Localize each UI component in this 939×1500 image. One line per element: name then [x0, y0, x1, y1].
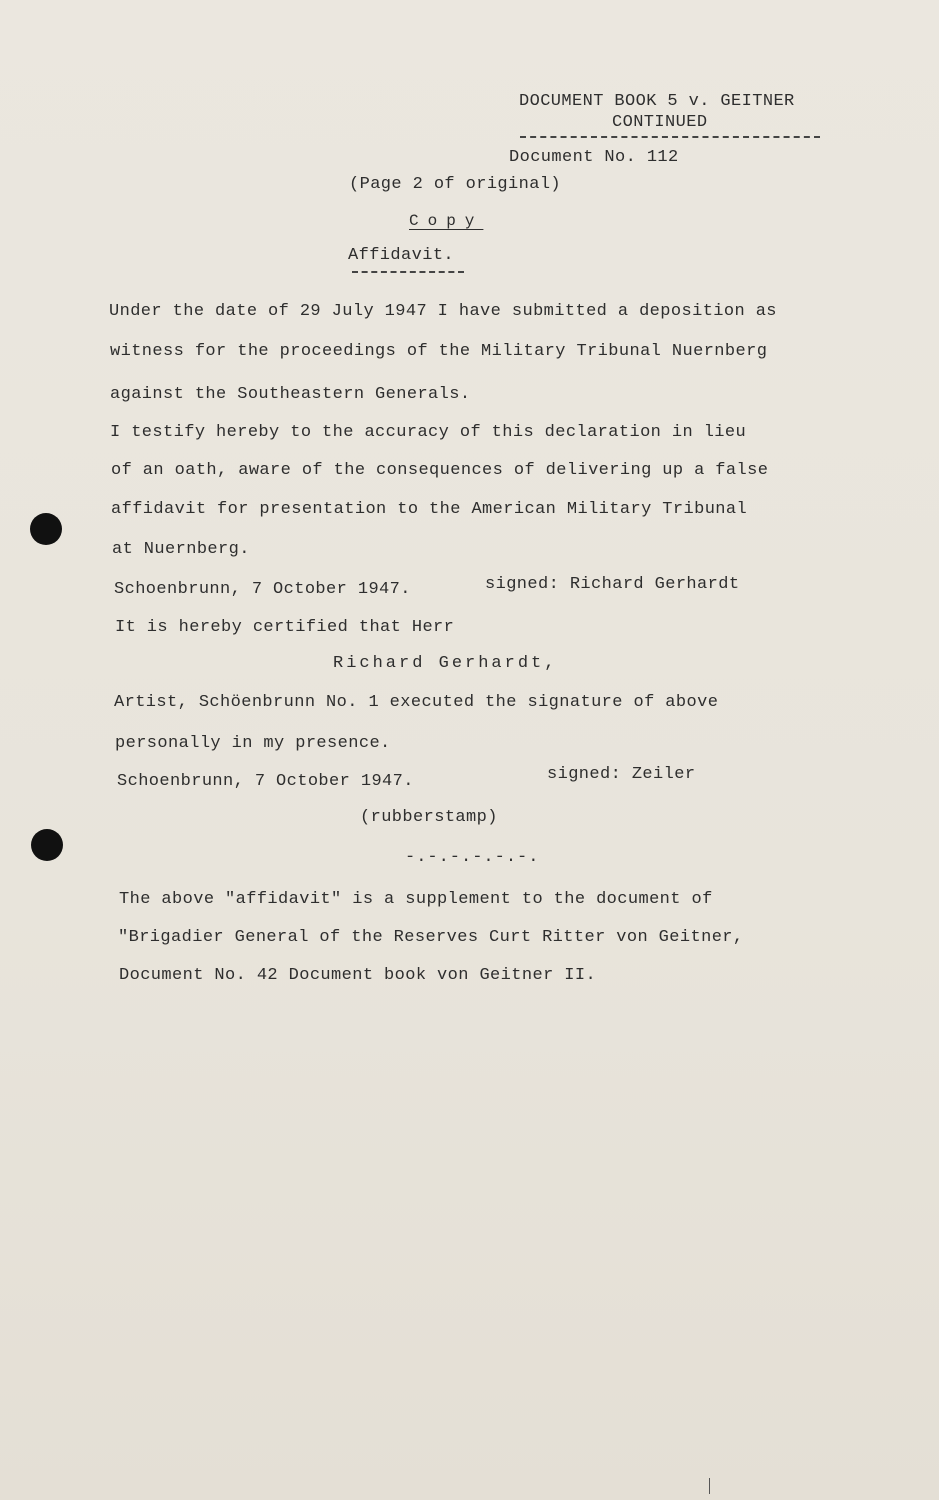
note-line2: "Brigadier General of the Reserves Curt Ritter von Geitner, [118, 928, 744, 947]
certification-line: It is hereby certified that Herr [115, 618, 455, 637]
certification-body-line2: personally in my presence. [115, 734, 391, 753]
punch-hole-bottom [31, 829, 63, 861]
affidavit-rule [352, 271, 464, 273]
affidavit-heading: Affidavit. [348, 246, 455, 265]
signature-2: signed: Zeiler [547, 765, 696, 784]
certification-body-line1: Artist, Schöenbrunn No. 1 executed the signature of above [114, 693, 719, 712]
note-line3: Document No. 42 Document book von Geitner II. [119, 966, 597, 985]
document-number: Document No. 112 [509, 148, 679, 167]
note-line1: The above "affidavit" is a supplement to the document of [119, 890, 713, 909]
header-rule [520, 136, 820, 138]
rubberstamp-note: (rubberstamp) [360, 808, 498, 827]
place-date-2: Schoenbrunn, 7 October 1947. [117, 772, 414, 791]
para2-line4: at Nuernberg. [112, 540, 250, 559]
certified-name: Richard Gerhardt, [333, 654, 558, 673]
para1-line3: against the Southeastern Generals. [110, 385, 471, 404]
para2-line3: affidavit for presentation to the American Military Tribunal [111, 500, 748, 519]
punch-hole-top [30, 513, 62, 545]
paper-mark [709, 1478, 710, 1494]
para1-line1: Under the date of 29 July 1947 I have submitted a deposition as [109, 302, 777, 321]
place-date-1: Schoenbrunn, 7 October 1947. [114, 580, 411, 599]
separator-line: -.-.-.-.-.-. [405, 848, 540, 867]
para2-line2: of an oath, aware of the consequences of delivering up a false [111, 461, 769, 480]
copy-heading: Copy [409, 212, 484, 230]
page-note: (Page 2 of original) [349, 175, 562, 194]
para1-line2: witness for the proceedings of the Military Tribunal Nuernberg [110, 342, 768, 361]
header-continued: CONTINUED [612, 113, 708, 132]
para2-line1: I testify hereby to the accuracy of this declaration in lieu [110, 423, 747, 442]
header-title: DOCUMENT BOOK 5 v. GEITNER [519, 92, 795, 111]
signature-1: signed: Richard Gerhardt [485, 575, 740, 594]
